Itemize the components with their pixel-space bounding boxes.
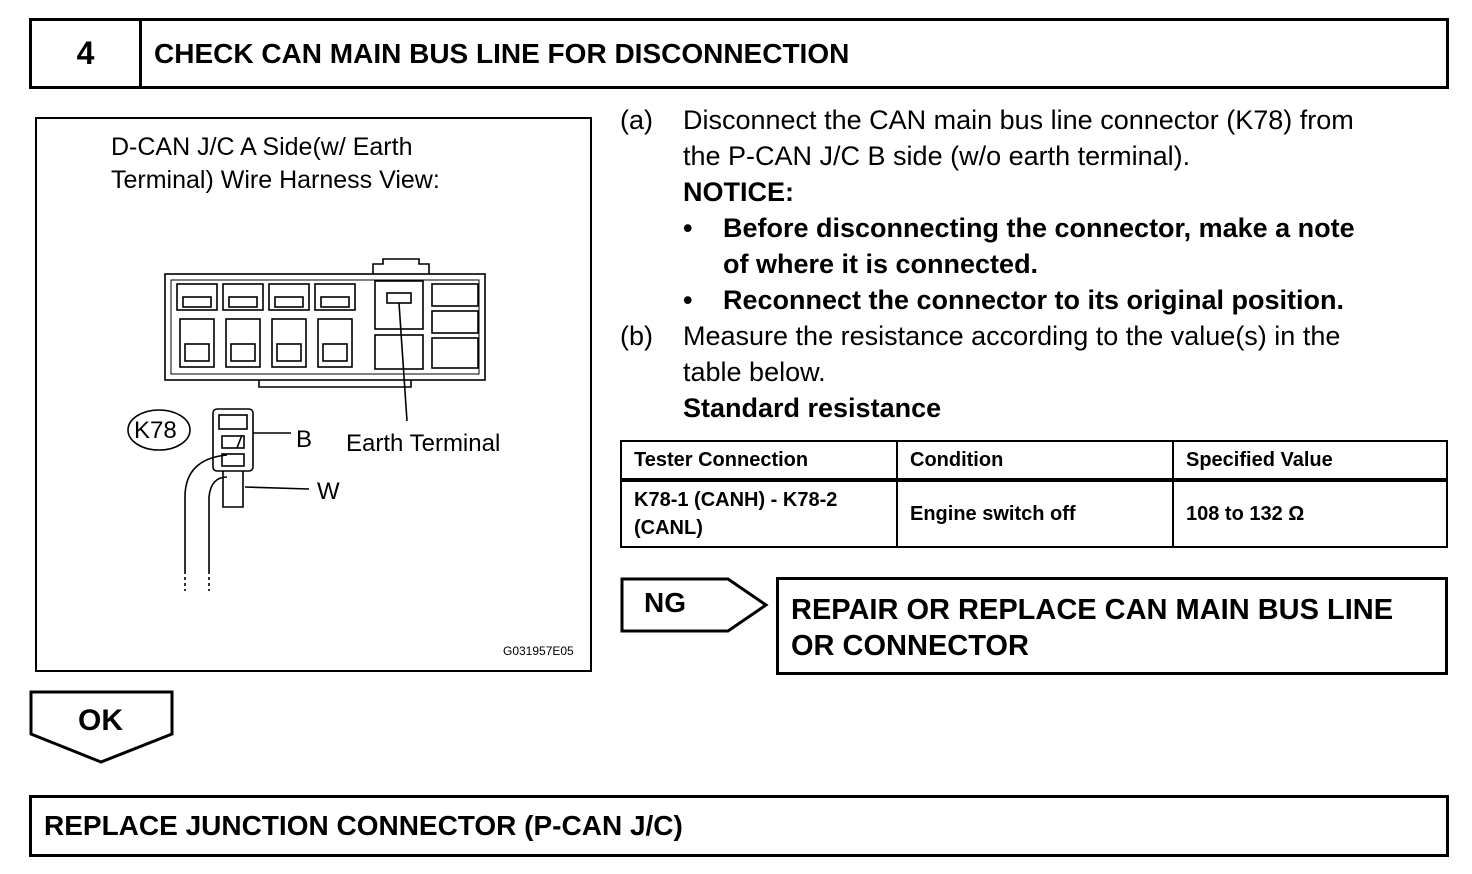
cavity-2: [223, 284, 263, 367]
ng-result-line-1: REPAIR OR REPLACE CAN MAIN BUS LINE: [791, 594, 1394, 626]
bullet-1-line-2: of where it is connected.: [723, 249, 1039, 279]
step-b-line-2: table below.: [683, 357, 826, 387]
jc-bottom-tab: [259, 380, 411, 387]
ng-result-line-2: OR CONNECTOR: [791, 630, 1029, 662]
ok-label: OK: [78, 704, 123, 737]
step-a-line-2: the P-CAN J/C B side (w/o earth terminal).: [683, 141, 1191, 171]
earth-terminal-leader: [399, 303, 407, 421]
cell-condition: Engine switch off: [897, 480, 1173, 547]
step-b-letter: (b): [620, 321, 653, 351]
cavity-1: [177, 284, 217, 367]
step-a-line-1: Disconnect the CAN main bus line connector (K78) from: [683, 105, 1354, 135]
step-number: 4: [32, 21, 142, 86]
col-header-condition: Condition: [897, 441, 1173, 480]
ng-arrow-shape: [620, 577, 770, 633]
wire-w-label: W: [317, 478, 340, 505]
connector-diagram: [37, 119, 594, 674]
earth-terminal-label: Earth Terminal: [346, 430, 501, 457]
wire-b-label: B: [296, 426, 313, 453]
caption-line-1: D-CAN J/C A Side(w/ Earth: [111, 133, 413, 161]
bullet-2-text: Reconnect the connector to its original position.: [723, 285, 1345, 315]
notice-label: NOTICE:: [683, 177, 794, 207]
notice-bullet-2: [683, 282, 1450, 318]
ng-result-box: [776, 577, 1448, 675]
figure-code: G031957E05: [503, 644, 574, 658]
cavity-4: [315, 284, 355, 367]
col-header-tester: Tester Connection: [621, 441, 897, 480]
connector-figure: [35, 117, 592, 672]
earth-housing: [373, 259, 429, 274]
step-a-letter: (a): [620, 105, 653, 135]
harness: [185, 455, 227, 574]
table-header-row: [621, 441, 1447, 480]
ng-label: NG: [644, 587, 686, 618]
wire-w-leader: [245, 487, 309, 489]
k78-label: K78: [134, 417, 177, 444]
step-a: [620, 102, 1450, 318]
resistance-table: [620, 440, 1448, 548]
step-title: CHECK CAN MAIN BUS LINE FOR DISCONNECTION: [154, 37, 850, 69]
cavity-3: [269, 284, 309, 367]
step-b-line-1: Measure the resistance according to the value(s) in the: [683, 321, 1341, 351]
step-b: [620, 318, 1450, 426]
col-header-value: Specified Value: [1173, 441, 1447, 480]
jc-housing: [165, 274, 485, 380]
bullet-1-line-1: Before disconnecting the connector, make a note: [723, 213, 1355, 243]
step-header: [29, 18, 1449, 89]
notice-bullet-1: [683, 210, 1450, 282]
figure-caption: [111, 131, 531, 197]
final-action-box: REPLACE JUNCTION CONNECTOR (P-CAN J/C): [29, 795, 1449, 857]
instruction-steps: [620, 102, 1450, 426]
table-row: [621, 480, 1447, 547]
caption-line-2: Terminal) Wire Harness View:: [111, 166, 440, 194]
bullet-dot: •: [683, 213, 693, 243]
cell-tester-connection: K78-1 (CANH) - K78-2 (CANL): [621, 480, 897, 547]
standard-resistance-label: Standard resistance: [683, 393, 942, 423]
side-slots: [432, 284, 478, 368]
cell-specified-value: 108 to 132 Ω: [1173, 480, 1447, 547]
bullet-dot: •: [683, 285, 693, 315]
